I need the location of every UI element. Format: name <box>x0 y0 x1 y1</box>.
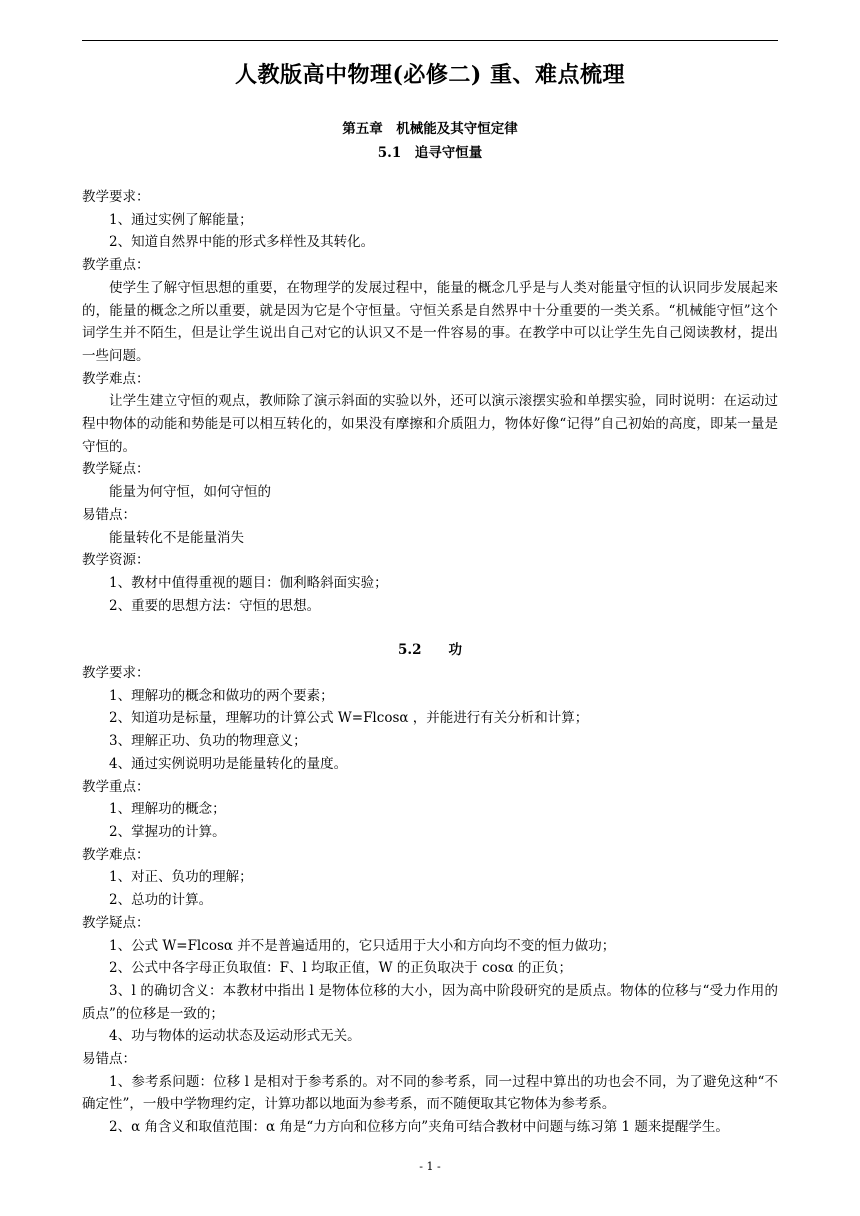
paragraph: 使学生了解守恒思想的重要，在物理学的发展过程中，能量的概念几乎是与人类对能量守恒的认识同步发展起来的，能量的概念之所以重要，就是因为它是个守恒量。守恒关系是自然界中十分重要的一类关系。“机械能守恒”这个词学生并不陌生，但是让学生说出自己对它的认识又不是一件容易的事。在教学中可以让学生先自己阅读教材，提出一些问题。 <box>82 279 778 364</box>
label-teaching-difficulties: 教学难点： <box>82 370 150 387</box>
section-heading-5-1: 5.1 追寻守恒量 <box>377 145 483 161</box>
label-teaching-key-points: 教学重点： <box>82 778 150 795</box>
list-item: 3、l 的确切含义：本教材中指出 l 是物体位移的大小，因为高中阶段研究的是质点。物体的位移与“受力作用的质点”的位移是一致的； <box>82 982 778 1022</box>
label-teaching-doubts: 教学疑点： <box>82 914 150 931</box>
paragraph: 让学生建立守恒的观点，教师除了演示斜面的实验以外，还可以演示滚摆实验和单摆实验，同时说明：在运动过程中物体的动能和势能是可以相互转化的，如果没有摩擦和介质阻力，物体好像“记得”自己初始的高度，即某一量是守恒的。 <box>82 393 778 455</box>
list-item: 2、掌握功的计算。 <box>109 823 226 840</box>
label-teaching-requirements: 教学要求： <box>82 665 150 682</box>
header-rule <box>82 40 778 41</box>
list-item: 2、α 角含义和取值范围：α 角是“力方向和位移方向”夹角可结合教材中问题与练习第 1 题来提醒学生。 <box>109 1119 729 1136</box>
paragraph: 能量为何守恒，如何守恒的 <box>109 484 271 501</box>
list-item: 2、重要的思想方法：守恒的思想。 <box>109 597 321 614</box>
list-item: 1、理解功的概念； <box>109 801 226 818</box>
list-item: 1、公式 W=Flcosα 并不是普遍适用的，它只适用于大小和方向均不变的恒力做功； <box>109 937 616 954</box>
document-body <box>82 186 778 1139</box>
section-heading-5-2: 5.2 功 <box>398 642 462 659</box>
document-title: 人教版高中物理(必修二) 重、难点梳理 <box>235 62 625 88</box>
list-item: 2、总功的计算。 <box>109 892 213 909</box>
label-teaching-key-points: 教学重点： <box>82 257 150 274</box>
list-item: 1、理解功的概念和做功的两个要素； <box>109 687 334 704</box>
list-item: 1、通过实例了解能量； <box>109 211 253 228</box>
chapter-heading: 第五章 机械能及其守恒定律 <box>342 121 518 137</box>
list-item: 3、理解正功、负功的物理意义； <box>109 733 307 750</box>
list-item: 1、教材中值得重视的题目：伽利略斜面实验； <box>109 574 388 591</box>
list-item: 4、通过实例说明功是能量转化的量度。 <box>109 755 348 772</box>
list-item: 1、参考系问题：位移 l 是相对于参考系的。对不同的参考系，同一过程中算出的功也会不同，为了避免这种“不确定性”，一般中学物理约定，计算功都以地面为参考系，而不随便取其它物体为参考系。 <box>82 1073 778 1113</box>
label-teaching-doubts: 教学疑点： <box>82 461 150 478</box>
list-item: 4、功与物体的运动状态及运动形式无关。 <box>109 1028 361 1045</box>
label-error-prone: 易错点： <box>82 506 136 523</box>
list-item: 2、公式中各字母正负取值：F、l 均取正值，W 的正负取决于 cosα 的正负； <box>109 960 573 977</box>
label-teaching-difficulties: 教学难点： <box>82 846 150 863</box>
list-item: 1、对正、负功的理解； <box>109 869 253 886</box>
label-teaching-resources: 教学资源： <box>82 552 150 569</box>
list-item: 2、知道自然界中能的形式多样性及其转化。 <box>109 234 375 251</box>
list-item: 2、知道功是标量，理解功的计算公式 W=Flcosα ，并能进行有关分析和计算； <box>109 710 589 727</box>
page-number: - 1 - <box>419 1160 441 1173</box>
label-error-prone: 易错点： <box>82 1051 136 1068</box>
paragraph: 能量转化不是能量消失 <box>109 529 244 546</box>
section-gap <box>82 617 778 639</box>
label-teaching-requirements: 教学要求： <box>82 189 150 205</box>
